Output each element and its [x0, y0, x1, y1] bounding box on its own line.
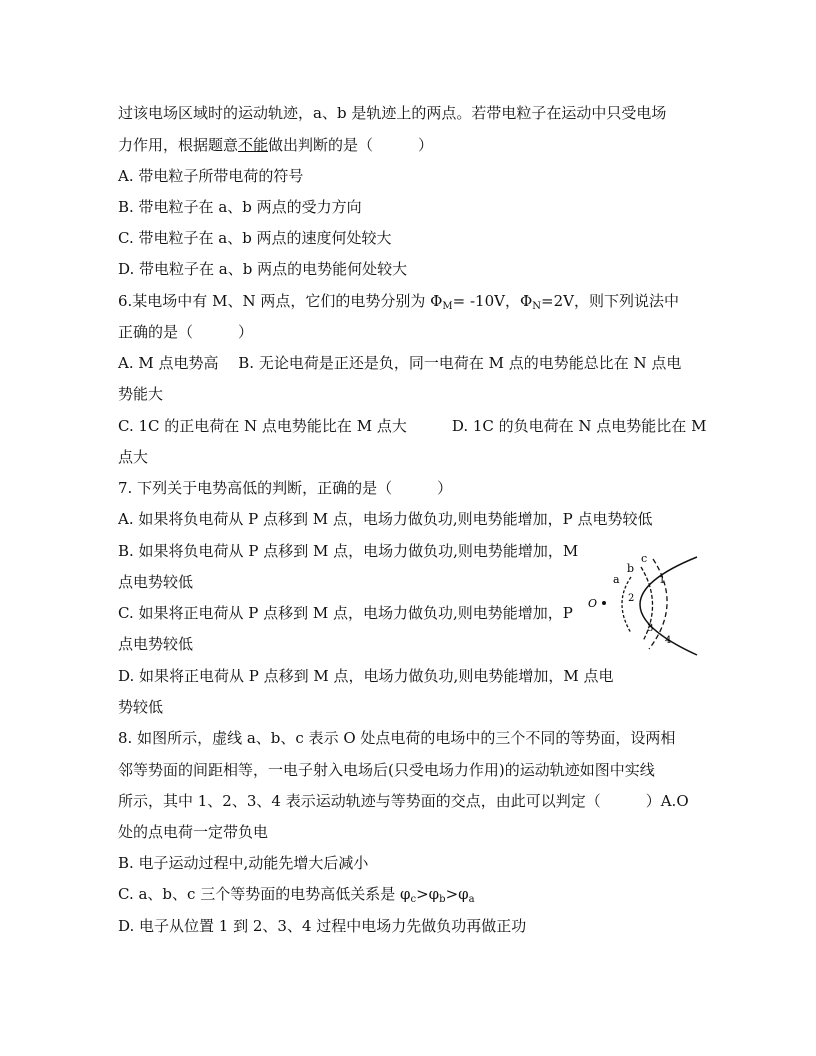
- q5-option-d: D. 带电粒子在 a、b 两点的电势能何处较大: [118, 260, 408, 278]
- point-3: 3: [647, 623, 654, 634]
- q6-stem-line-2: 正确的是（ ）: [118, 323, 254, 341]
- q5-line-1: 过该电场区域时的运动轨迹，a、b 是轨迹上的两点。若带电粒子在运动中只受电场: [118, 104, 667, 122]
- point-2: 2: [628, 593, 635, 604]
- q5-option-c: C. 带电粒子在 a、b 两点的速度何处较大: [118, 229, 392, 247]
- q7-stem: 7. 下列关于电势高低的判断，正确的是（ ）: [118, 479, 453, 497]
- q6-stem-line-1: 6.某电场中有 M、N 两点，它们的电势分别为 $\Phi_M= -10V$，$\Phi_N=2V$，则下列说法中: [118, 292, 679, 312]
- q6-option-ab: A. M 点电势高 B. 无论电荷是正还是负，同一电荷在 M 点的电势能总比在 N 点电: [118, 354, 682, 372]
- label-a: a: [613, 573, 620, 586]
- label-c: c: [641, 552, 648, 565]
- q8-option-b: B. 电子运动过程中,动能先增大后减小: [118, 854, 369, 872]
- q6-option-cd: C. 1C 的正电荷在 N 点电势能比在 M 点大 D. 1C 的负电荷在 N 点电势能比在 M: [118, 417, 707, 435]
- q8-stem-line-2: 邻等势面的间距相等，一电子射入电场后(只受电场力作用)的运动轨迹如图中实线: [118, 761, 655, 779]
- charge-o-dot: [602, 601, 606, 605]
- q7-option-c-cont: 点电势较低: [118, 635, 194, 653]
- q7-option-a: A. 如果将负电荷从 P 点移到 M 点，电场力做负功,则电势能增加，P 点电势较低: [118, 510, 653, 528]
- q7-option-c: C. 如果将正电荷从 P 点移到 M 点，电场力做负功,则电势能增加，P: [118, 604, 573, 622]
- q8-option-d: D. 电子从位置 1 到 2、3、4 过程中电场力先做负功再做正功: [118, 917, 527, 935]
- q7-option-d-cont: 势较低: [118, 698, 164, 716]
- q5-line-2: 力作用，根据题意不能做出判断的是（ ）: [118, 136, 434, 154]
- equipotential-a: [622, 577, 631, 633]
- q5-option-a: A. 带电粒子所带电荷的符号: [118, 167, 304, 185]
- q5-option-b: B. 带电粒子在 a、b 两点的受力方向: [118, 198, 362, 216]
- point-4: 4: [665, 635, 672, 646]
- q8-stem-line-3: 所示，其中 1、2、3、4 表示运动轨迹与等势面的交点，由此可以判定（ ）A.O: [118, 792, 689, 810]
- q7-option-b: B. 如果将负电荷从 P 点移到 M 点，电场力做负功,则电势能增加，M: [118, 542, 579, 560]
- q8-option-c: C. a、b、c 三个等势面的电势高低关系是 $\varphi_c>\varphi_b>\varphi_a$: [118, 885, 475, 905]
- charge-o-label: O: [588, 597, 598, 610]
- q6-option-cd-cont: 点大: [118, 448, 149, 466]
- label-b: b: [627, 562, 635, 575]
- q8-stem-line-1: 8. 如图所示，虚线 a、b、c 表示 O 处点电荷的电场中的三个不同的等势面，设两相: [118, 729, 676, 747]
- point-1: 1: [659, 575, 666, 586]
- equipotential-figure: [583, 545, 705, 665]
- q8-stem-line-4: 处的点电荷一定带负电: [118, 823, 269, 841]
- q7-option-d: D. 如果将正电荷从 P 点移到 M 点，电场力做负功,则电势能增加，M 点电: [118, 667, 614, 685]
- emphasis-not: 不能: [238, 136, 269, 154]
- q7-option-b-cont: 点电势较低: [118, 573, 194, 591]
- q6-option-ab-cont: 势能大: [118, 385, 164, 403]
